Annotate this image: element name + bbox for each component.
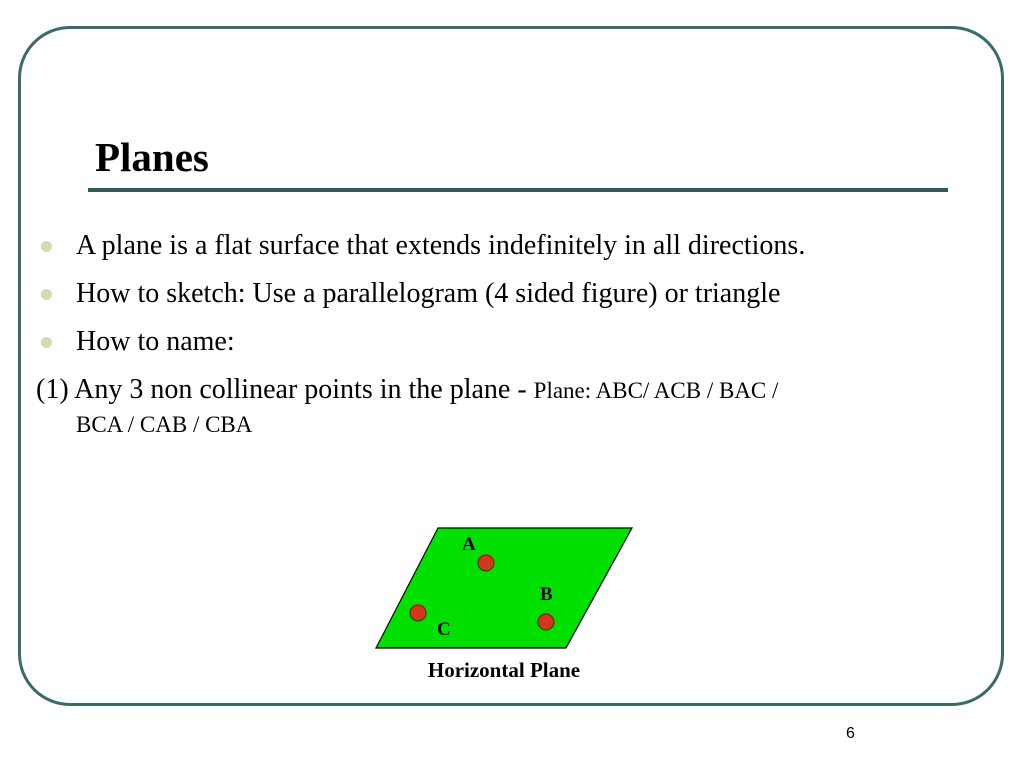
plane-parallelogram [376, 528, 632, 648]
bullet-icon [41, 241, 52, 252]
point-label-a: A [462, 534, 476, 555]
point-a [478, 555, 494, 571]
slide-title: Planes [95, 134, 209, 180]
point-label-c: C [437, 619, 451, 640]
diagram-caption: Horizontal Plane [427, 658, 581, 682]
bullet-text: A plane is a flat surface that extends indefinitely in all directions. [76, 230, 806, 261]
page-number: 6 [846, 725, 855, 742]
bullet-list [36, 222, 976, 366]
naming-example-continued: BCA / CAB / CBA [76, 412, 253, 437]
point-label-b: B [540, 584, 553, 605]
point-c [410, 605, 426, 621]
bullet-icon [41, 289, 52, 300]
bullet-text: How to sketch: Use a parallelogram (4 sided figure) or triangle [76, 278, 781, 309]
point-b [538, 614, 554, 630]
bullet-item [36, 222, 976, 270]
naming-rule [36, 368, 976, 437]
naming-rule-lead: (1) Any 3 non collinear points in the plane - [36, 374, 534, 405]
bullet-icon [41, 337, 52, 348]
bullet-item [36, 318, 976, 366]
bullet-item [36, 270, 976, 318]
bullet-text: How to name: [76, 326, 235, 357]
naming-example: Plane: ABC/ ACB / BAC / [533, 378, 779, 403]
plane-diagram [370, 522, 640, 652]
title-underline [88, 188, 948, 192]
